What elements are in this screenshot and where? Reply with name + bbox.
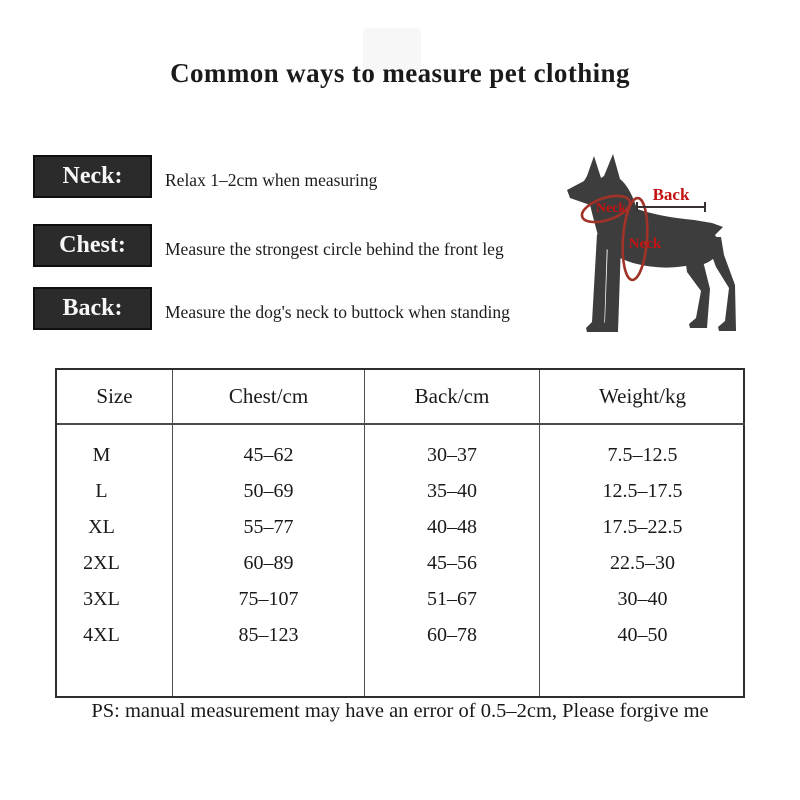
guide-row-chest xyxy=(33,224,504,267)
page-title: Common ways to measure pet clothing xyxy=(170,58,630,88)
dog-measurement-diagram xyxy=(556,142,776,342)
table-cell: 45–56 xyxy=(364,545,539,581)
table-cell: 4XL xyxy=(83,623,120,646)
table-cell: 22.5–30 xyxy=(539,545,745,581)
table-cell: 30–40 xyxy=(539,581,745,617)
table-cell: 50–69 xyxy=(172,473,364,509)
neck-annotation-label-lower: Neck xyxy=(628,236,662,252)
header-cell: Chest/cm xyxy=(172,370,364,425)
dog-front-leg-near xyxy=(586,234,607,332)
table-cell: 17.5–22.5 xyxy=(539,509,745,545)
spacer-cell xyxy=(364,425,539,437)
guide-row-back xyxy=(33,287,510,330)
table-cell: 12.5–17.5 xyxy=(539,473,745,509)
neck-label: Neck: xyxy=(62,163,123,189)
table-cell: 85–123 xyxy=(172,617,364,653)
spacer-cell xyxy=(172,425,364,437)
header-cell: Size xyxy=(57,370,172,425)
footer-note: PS: manual measurement may have an error of 0.5–2cm, Please forgive me xyxy=(91,700,709,722)
filler-cell xyxy=(57,653,172,696)
guide-row-neck xyxy=(33,155,377,198)
filler-cell xyxy=(172,653,364,696)
back-label-box xyxy=(33,287,152,330)
table-cell: L xyxy=(95,479,108,502)
back-annotation-label: Back xyxy=(652,185,690,204)
table-cell: 55–77 xyxy=(172,509,364,545)
header-cell: Weight/kg xyxy=(539,370,745,425)
neck-label-box xyxy=(33,155,152,198)
table-cell: 60–78 xyxy=(364,617,539,653)
table-cell: 60–89 xyxy=(172,545,364,581)
table-cell: 75–107 xyxy=(172,581,364,617)
table-cell: M xyxy=(92,443,111,466)
table-cell: 45–62 xyxy=(172,437,364,473)
back-description: Measure the dog's neck to buttock when standing xyxy=(165,301,510,322)
table-cell: 51–67 xyxy=(364,581,539,617)
spacer-cell xyxy=(57,425,172,437)
table-cell: 40–50 xyxy=(539,617,745,653)
spacer-cell xyxy=(539,425,745,437)
chest-label: Chest: xyxy=(59,232,126,258)
table-cell: 35–40 xyxy=(364,473,539,509)
table-cell: XL xyxy=(88,515,115,538)
dog-silhouette-svg xyxy=(556,142,776,342)
neck-description: Relax 1–2cm when measuring xyxy=(165,169,378,190)
chest-label-box xyxy=(33,224,152,267)
neck-annotation-label-upper: Neck xyxy=(595,201,627,216)
table-cell: 7.5–12.5 xyxy=(539,437,745,473)
back-label: Back: xyxy=(62,295,123,321)
table-cell: 40–48 xyxy=(364,509,539,545)
filler-cell xyxy=(364,653,539,696)
table-cell: 30–37 xyxy=(364,437,539,473)
filler-cell xyxy=(539,653,745,696)
table-cell: 2XL xyxy=(83,551,120,574)
size-table xyxy=(55,368,745,698)
header-cell: Back/cm xyxy=(364,370,539,425)
chest-description: Measure the strongest circle behind the front leg xyxy=(165,238,504,259)
table-cell: 3XL xyxy=(83,587,120,610)
